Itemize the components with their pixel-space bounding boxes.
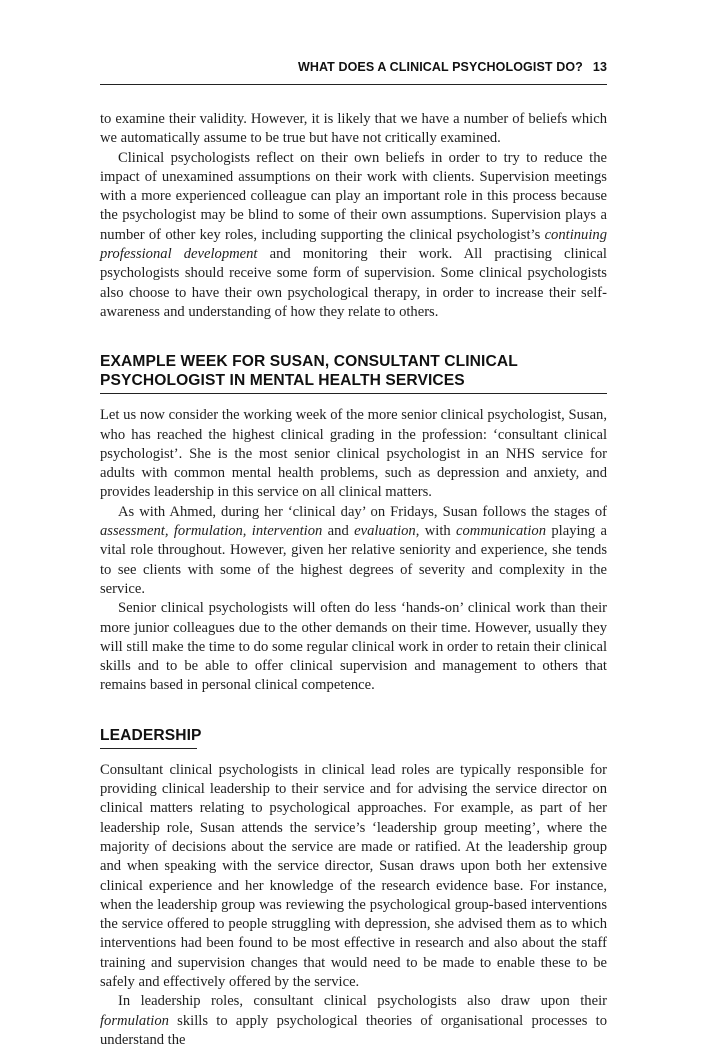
running-head — [100, 60, 607, 80]
example-week-paragraph-2 — [100, 503, 607, 599]
intro-paragraph-1: to examine their validity. However, it is likely that we have a number of beliefs which we automatically assume to be true but have not critically examined. — [100, 111, 607, 147]
intro-paragraph-2 — [100, 149, 607, 323]
ld-p2-text-b: skills to apply psychological theories of organisational processes to understand the — [100, 1012, 607, 1048]
leadership-heading-rule — [100, 748, 197, 749]
body-text — [100, 110, 607, 1050]
ew-p2-text-a: As with Ahmed, during her ‘clinical day’ on Fridays, Susan follows the stages of — [118, 503, 607, 520]
ew-p2-emphasis-3: communication — [456, 523, 547, 540]
example-week-paragraph-1: Let us now consider the working week of the more senior clinical psychologist, Susan, who has reached the highest clinical grading in the profession: ‘consultant clinical psychologist’. She is the most senior clinical psychologist in an NHS service for adults with common mental health problems, such as depression and anxiety, and provides leadership in this service on all clinical matters. — [100, 407, 607, 501]
leadership-heading: LEADERSHIP — [100, 726, 202, 744]
example-week-heading-rule — [100, 393, 607, 394]
ew-p2-text-b: and — [322, 523, 355, 540]
leadership-paragraph-2 — [100, 992, 607, 1050]
ld-p2-emphasis: formulation — [100, 1012, 169, 1029]
ew-p2-text-c: , with — [415, 523, 457, 540]
intro-p2-text-a: Clinical psychologists reflect on their own beliefs in order to try to reduce the impact of unexamined assumptions on their work with clients. Supervision meetings with a more experienced colleague can play an important role in this process because the psychologist may be blind to some of their own assumptions. Supervision plays a number of other key roles, including supporting the clinical psychologist’s — [100, 149, 607, 243]
page-number: 13 — [592, 60, 607, 74]
ew-p2-emphasis-2: evaluation — [354, 523, 416, 540]
ew-p2-text-d: playing a vital role throughout. However, given her relative seniority and experience, she tends to see clients with some of the highest degrees of severity and complexity in the service. — [100, 523, 607, 597]
example-week-heading: EXAMPLE WEEK FOR SUSAN, CONSULTANT CLINICAL PSYCHOLOGIST IN MENTAL HEALTH SERVICES — [100, 353, 518, 390]
running-head-title: WHAT DOES A CLINICAL PSYCHOLOGIST DO? — [297, 60, 583, 74]
intro-p2-emphasis: continuing professional development — [100, 226, 607, 263]
intro-p2-text-b: and monitoring their work. All practising clinical psychologists should receive some form of supervision. Some clinical psychologists also choose to have their own psychological therapy, in order to increase their self-awareness and understanding of how they relate to others. — [100, 246, 607, 320]
running-head-rule — [100, 84, 607, 85]
ld-p2-text-a: In leadership roles, consultant clinical psychologists also draw upon their — [118, 993, 607, 1010]
ew-p2-emphasis-1: assessment, formulation, intervention — [100, 523, 323, 540]
leadership-paragraph-1: Consultant clinical psychologists in clinical lead roles are typically responsible for providing clinical leadership to their service and for advising the service director on clinical matters relating to psychological approaches. For example, as part of her leadership role, Susan attends the service’s ‘leadership group meeting’, where the majority of decisions about the service are made or ratified. At the leadership group and when speaking with the service director, Susan draws upon both her extensive clinical experience and her knowledge of the research evidence base. For instance, when the leadership group was reviewing the psychological group-based interventions the service offered to people struggling with depression, she advised them as to which interventions had been found to be most effective in research and also about the staff training and supervision changes that would need to be made to enable these to be safely and effectively offered by the service. — [100, 761, 607, 990]
example-week-paragraph-3: Senior clinical psychologists will often do less ‘hands-on’ clinical work than their more junior colleagues due to the other demands on their time. However, usually they will still make the time to do some regular clinical work in order to retain their clinical skills and to be able to offer clinical supervision and management to others that remains based in personal clinical competence. — [100, 600, 607, 694]
